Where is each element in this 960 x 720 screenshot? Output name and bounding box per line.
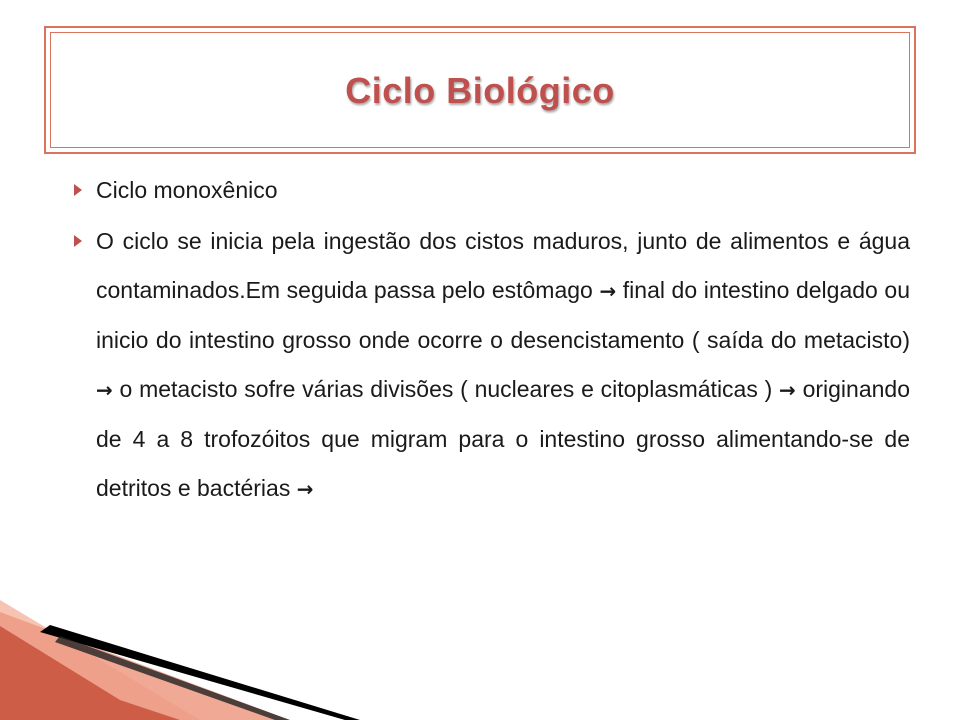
right-arrow-icon: → <box>779 378 796 402</box>
bullet-text-segment: originando de 4 a 8 trofozóitos que migram para o intestino grosso alimentando-se de detritos e bactérias <box>96 376 910 501</box>
bullet-text-segment: final do intestino delgado ou inicio do intestino grosso onde ocorre o desencistamento ( saída do metacisto) <box>96 277 910 353</box>
bullet-item-2 <box>74 217 910 514</box>
right-arrow-icon: → <box>96 378 113 402</box>
right-arrow-icon: → <box>599 279 617 303</box>
triangle-bullet-icon <box>74 184 82 196</box>
right-arrow-icon: → <box>296 477 314 501</box>
triangle-bullet-icon <box>74 235 82 247</box>
title-box <box>44 26 916 154</box>
bullet-text: Ciclo monoxênico <box>96 177 278 203</box>
bullet-list <box>74 166 910 514</box>
bullet-text-segment: O ciclo se inicia pela ingestão dos cistos maduros, junto de alimentos e água contaminados.Em seguida passa pelo estômago <box>96 228 910 303</box>
bullet-item-1 <box>74 166 910 215</box>
slide-title: Ciclo Biológico <box>345 70 615 111</box>
bullet-text-segment: o metacisto sofre várias divisões ( nucleares e citoplasmáticas ) <box>112 376 780 402</box>
